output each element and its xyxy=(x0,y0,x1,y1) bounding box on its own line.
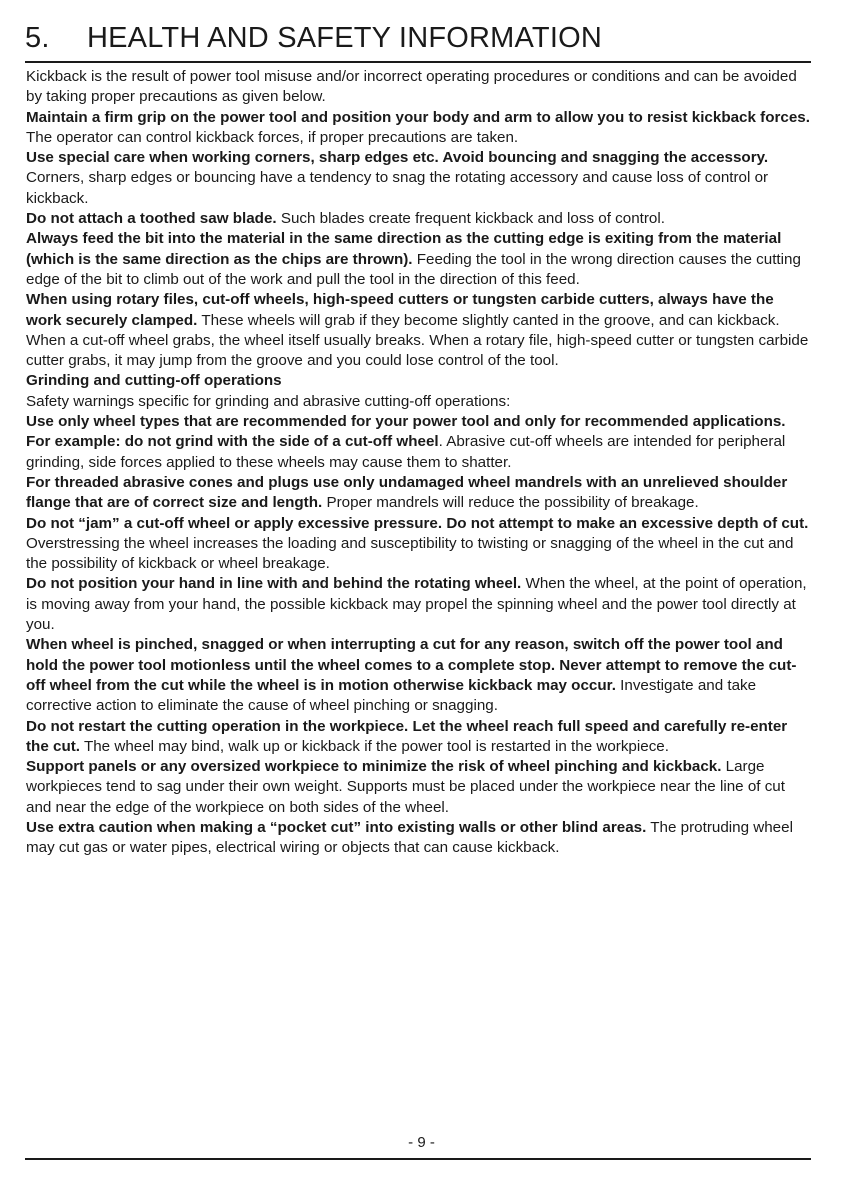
footer-divider xyxy=(25,1158,811,1160)
rule-bold-text: Support panels or any oversized workpiece to minimize the risk of wheel pinching and kickback. xyxy=(26,758,722,776)
title-divider xyxy=(25,61,811,63)
rule-body-text: When the wheel, at the point of operation, is moving away from your hand, the possible kickback may propel the spinning wheel and the power tool directly at you. xyxy=(26,575,807,634)
rule-bold-text: Maintain a firm grip on the power tool and position your body and arm to allow you to resist kickback forces. xyxy=(26,108,810,126)
grinding-intro: Safety warnings specific for grinding and abrasive cutting-off operations: xyxy=(26,392,511,410)
rule-body-text: Large workpieces tend to sag under their own weight. Supports must be placed under the workpiece near the line of cut and near the edge of the workpiece on both sides of the wheel. xyxy=(26,758,785,816)
rule-bold-text: Use only wheel types that are recommended for your power tool and only for recommended applications. For example: do not grind with the side of a cut-off wheel xyxy=(26,413,786,451)
rule-paragraph xyxy=(26,574,812,635)
rule-bold-text: For threaded abrasive cones and plugs use only undamaged wheel mandrels with an unrelieved shoulder flange that are of correct size and length. xyxy=(26,473,788,512)
rule-paragraph xyxy=(26,717,812,758)
rule-body-text: Proper mandrels will reduce the possibility of breakage. xyxy=(322,494,699,512)
rule-body-text: The wheel may bind, walk up or kickback if the power tool is restarted in the workpiece. xyxy=(80,737,669,755)
rule-bold-text: Do not attach a toothed saw blade. xyxy=(26,210,277,228)
rule-body-text: Overstressing the wheel increases the loading and susceptibility to twisting or snagging of the wheel in the cut and the possibility of kickback or wheel breakage. xyxy=(26,534,794,573)
rule-paragraph xyxy=(26,473,812,514)
rule-paragraph xyxy=(26,635,812,716)
rule-paragraph xyxy=(26,148,812,209)
document-body xyxy=(26,67,812,859)
rule-paragraph xyxy=(26,818,812,859)
rule-body-text: The protruding wheel may cut gas or water pipes, electrical wiring or objects that can cause kickback. xyxy=(26,818,793,857)
rule-paragraph xyxy=(26,229,812,290)
grinding-heading: Grinding and cutting-off operations xyxy=(26,372,282,390)
page-number: - 9 - xyxy=(408,1134,435,1151)
rule-body-text: Feeding the tool in the wrong direction causes the cutting edge of the bit to climb out of the work and pull the tool in the direction of this feed. xyxy=(26,250,801,288)
section-title-text: HEALTH AND SAFETY INFORMATION xyxy=(87,22,602,54)
rule-paragraph xyxy=(26,412,812,473)
rule-paragraph xyxy=(26,108,812,149)
rule-body-text: . Abrasive cut-off wheels are intended for peripheral grinding, side forces applied to these wheels may cause them to shatter. xyxy=(26,433,786,471)
section-number: 5. xyxy=(25,22,50,54)
rule-bold-text: Do not restart the cutting operation in the workpiece. Let the wheel reach full speed and carefully re-enter the cut. xyxy=(26,717,788,755)
rule-bold-text: Use special care when working corners, sharp edges etc. Avoid bouncing and snagging the accessory. xyxy=(26,149,769,167)
rule-paragraph xyxy=(26,290,812,371)
section-title xyxy=(25,22,602,55)
rule-body-text: Corners, sharp edges or bouncing have a tendency to snag the rotating accessory and cause loss of control or kickback. xyxy=(26,169,769,207)
rule-paragraph xyxy=(26,514,812,575)
rule-bold-text: When wheel is pinched, snagged or when interrupting a cut for any reason, switch off the power tool and hold the power tool motionless until the wheel comes to a complete stop. Never attempt to remove the cut-off wheel from the cut while the wheel is in motion otherwise kickback may occur. xyxy=(26,636,797,694)
rule-bold-text: Do not “jam” a cut-off wheel or apply excessive pressure. Do not attempt to make an excessive depth of cut. xyxy=(26,514,809,532)
rule-bold-text: Always feed the bit into the material in the same direction as the cutting edge is exiting from the material (which is the same direction as the chips are thrown). xyxy=(26,230,782,268)
intro-paragraph: Kickback is the result of power tool misuse and/or incorrect operating procedures or conditions and can be avoided by taking proper precautions as given below. xyxy=(26,68,797,106)
rule-body-text: Such blades create frequent kickback and loss of control. xyxy=(276,210,665,228)
rule-bold-text: Use extra caution when making a “pocket cut” into existing walls or other blind areas. xyxy=(26,818,647,836)
rule-paragraph xyxy=(26,757,812,818)
rule-bold-text: Do not position your hand in line with and behind the rotating wheel. xyxy=(26,575,522,593)
rule-body-text: The operator can control kickback forces, if proper precautions are taken. xyxy=(26,128,519,146)
rule-body-text: Investigate and take corrective action to eliminate the cause of wheel pinching or snagging. xyxy=(26,676,757,715)
rule-body-text: These wheels will grab if they become slightly canted in the groove, and can kickback. When a cut-off wheel grabs, the wheel itself usually breaks. When a rotary file, high-speed cutter or tungsten carbide cutter grabs, it may jump from the groove and you could lose control of the tool. xyxy=(26,311,809,370)
rule-bold-text: When using rotary files, cut-off wheels, high-speed cutters or tungsten carbide cutters, always have the work securely clamped. xyxy=(26,291,774,329)
rule-paragraph xyxy=(26,209,812,229)
